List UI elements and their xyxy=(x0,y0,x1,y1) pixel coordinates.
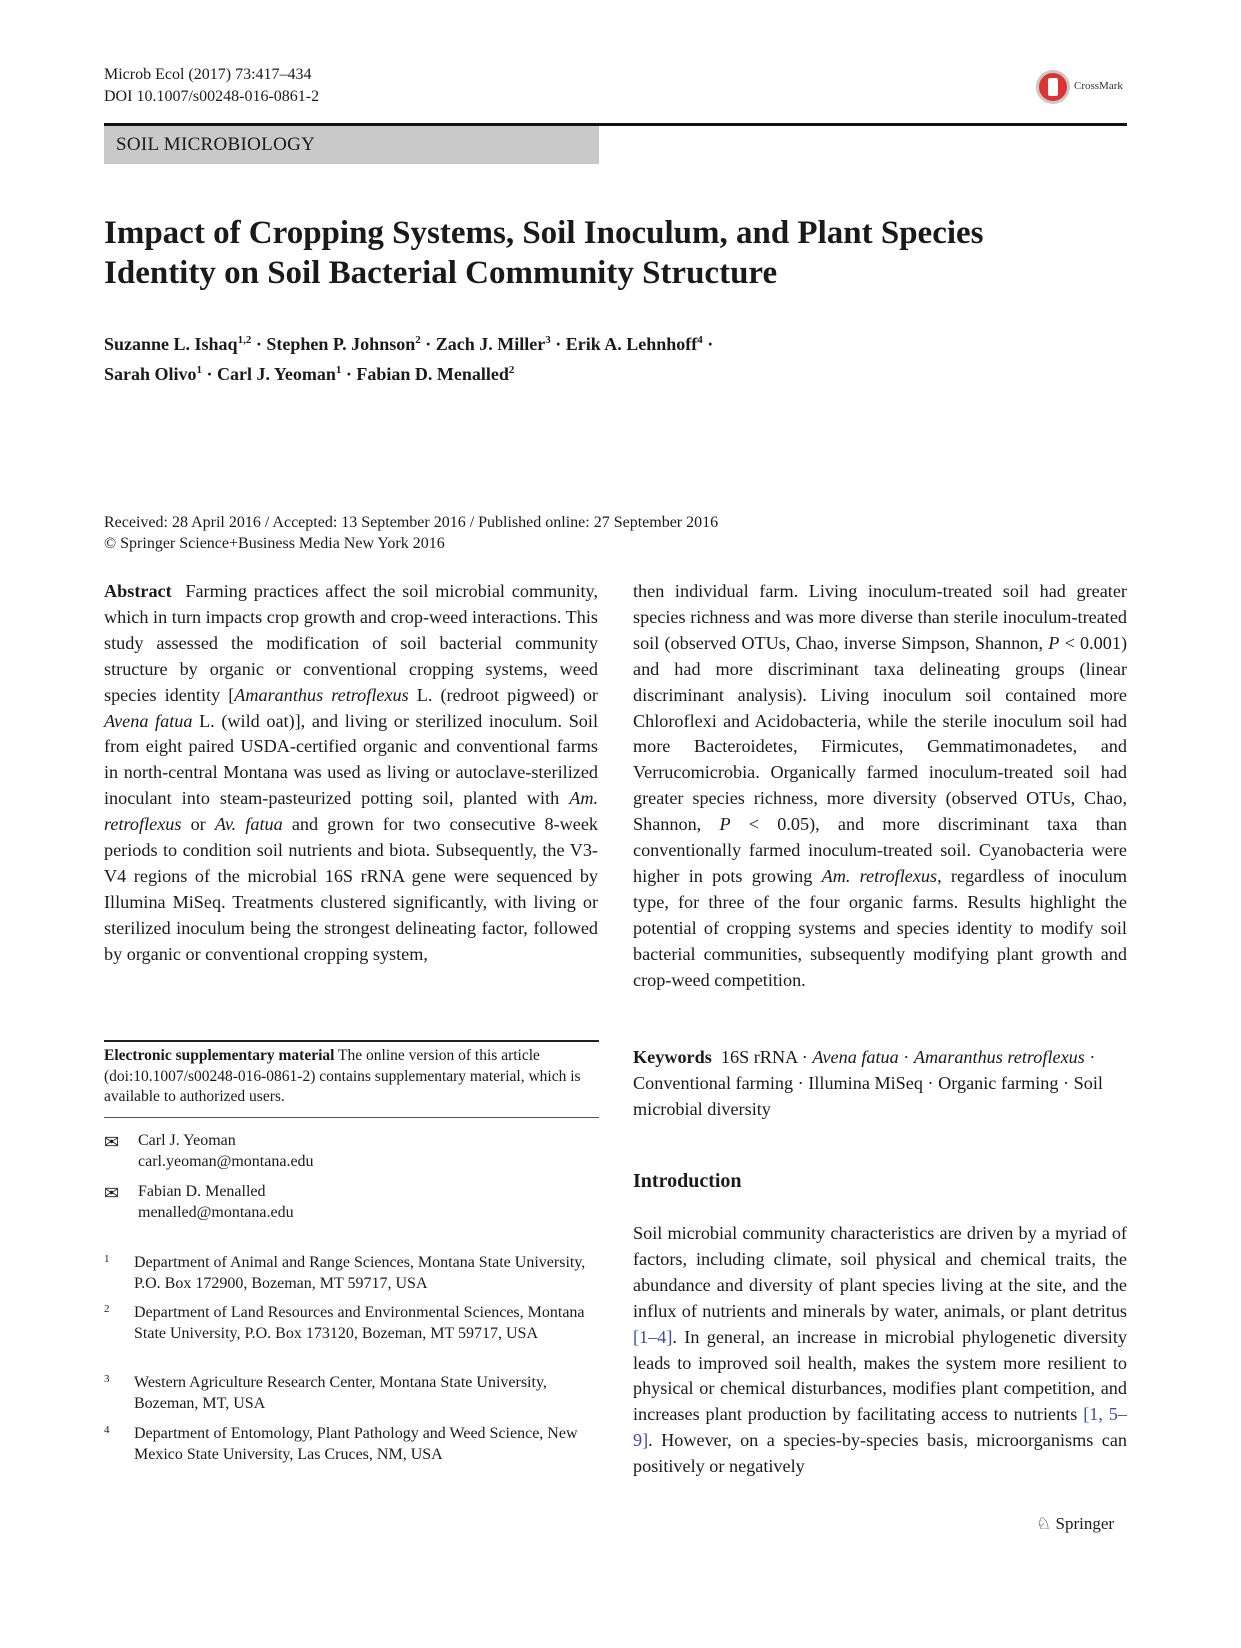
esm-rule-bottom xyxy=(104,1117,599,1118)
author[interactable]: Stephen P. Johnson xyxy=(266,334,416,354)
keywords: Keywords 16S rRNA · Avena fatua · Amaranthus retroflexus · Conventional farming · Illumina MiSeq · Organic farming · Soil microbial diversity xyxy=(633,1047,1103,1119)
envelope-icon: ✉ xyxy=(104,1183,120,1203)
doi: DOI 10.1007/s00248-016-0861-2 xyxy=(104,88,320,105)
article-title: Impact of Cropping Systems, Soil Inoculum, and Plant Species Identity on Soil Bacterial Community Structure xyxy=(104,215,984,291)
affiliation: 3 Western Agriculture Research Center, Montana State University, Bozeman, MT, USA xyxy=(104,1373,547,1412)
citation-link[interactable]: [1, 5–9] xyxy=(633,1404,1127,1451)
springer-horse-icon: ♘ xyxy=(1036,1514,1052,1533)
envelope-icon: ✉ xyxy=(104,1132,120,1152)
publication-dates: Received: 28 April 2016 / Accepted: 13 September 2016 / Published online: 27 September 2016 © Springer Science+Business Media New York 2016 xyxy=(104,514,719,552)
abstract-label: Abstract xyxy=(104,581,172,601)
abstract-left: Abstract Farming practices affect the soil microbial community, which in turn impacts crop growth and crop-weed interactions. This study assessed the modification of soil bacterial community structure by organic or conventional cropping systems, weed species identity [Amaranthus retroflexus L. (redroot pigweed) or Avena fatua L. (wild oat)], and living or sterilized inoculum. Soil from eight paired USDA-certified organic and conventional farms in north-central Montana was used as living or autoclave-sterilized inoculant into steam-pasteurized potting soil, planted with Am. retroflexus or Av. fatua and grown for two consecutive 8-week periods to condition soil nutrients and biota. Subsequently, the V3-V4 regions of the microbial 16S rRNA gene were sequenced by Illumina MiSeq. Treatments clustered significantly, with living or sterilized inoculum being the strongest delineating factor, followed by organic or conventional cropping system, xyxy=(104,581,599,964)
crossmark-icon xyxy=(1036,70,1070,104)
esm-rule xyxy=(104,1040,599,1042)
affiliation: 4 Department of Entomology, Plant Pathology and Weed Science, New Mexico State University, Las Cruces, NM, USA xyxy=(104,1424,578,1463)
corresponding-author: ✉ Fabian D. Menalled menalled@montana.edu xyxy=(104,1183,294,1221)
section-heading: Introduction xyxy=(633,1170,742,1192)
citation-link[interactable]: [1–4] xyxy=(633,1326,673,1347)
section-label: SOIL MICROBIOLOGY xyxy=(104,126,599,164)
journal-citation xyxy=(104,64,319,108)
author[interactable]: Fabian D. Menalled xyxy=(356,364,509,384)
affiliation: 2 Department of Land Resources and Environmental Sciences, Montana State University, P.O. Box 173120, Bozeman, MT 59717, USA xyxy=(104,1303,585,1342)
publisher-logo: ♘ Springer xyxy=(1036,1514,1115,1533)
corresponding-author: ✉ Carl J. Yeoman carl.yeoman@montana.edu xyxy=(104,1132,314,1170)
crossmark-badge[interactable]: CrossMark xyxy=(1036,70,1126,106)
author[interactable]: Erik A. Lehnhoff xyxy=(565,334,698,354)
author-list: Suzanne L. Ishaq$^{1,2}$ · Stephen P. Johnson$^2$ · Zach J. Miller$^3$ · Erik A. Lehnhoff$^4$ · Sarah Olivo$^1$ · Carl J. Yeoman$^1$ · Fabian D. Menalled$^2$ xyxy=(104,334,714,384)
author[interactable]: Carl J. Yeoman xyxy=(217,364,336,384)
author[interactable]: Zach J. Miller xyxy=(435,334,546,354)
email-link[interactable]: menalled@montana.edu xyxy=(138,1204,294,1221)
introduction-text: Soil microbial community characteristics are driven by a myriad of factors, including climate, soil physical and chemical traits, the abundance and diversity of plant species living at the site, and the influx of nutrients and minerals by water, animals, or plant detritus [1–4]. In general, an increase in microbial phylogenetic diversity leads to improved soil health, makes the system more resilient to physical or chemical disturbances, modifies plant competition, and increases plant production by facilitating access to nutrients [1, 5–9]. However, on a species-by-species basis, microorganisms can positively or negatively xyxy=(633,1223,1127,1477)
abstract-right: then individual farm. Living inoculum-treated soil had greater species richness and was more diverse than sterile inoculum-treated soil (observed OTUs, Chao, inverse Simpson, Shannon, P < 0.001) and had more discriminant taxa delineating groups (linear discriminant analysis). Living inoculum soil contained more Chloroflexi and Acidobacteria, while the sterile inoculum soil had more Bacteroidetes, Firmicutes, Gemmatimonadetes, and Verrucomicrobia. Organically farmed inoculum-treated soil had greater species richness, more diversity (observed OTUs, Chao, Shannon, P < 0.05), and more discriminant taxa than conventionally farmed inoculum-treated soil. Cyanobacteria were higher in pots growing Am. retroflexus, regardless of inoculum type, for three of the four organic farms. Results highlight the potential of cropping systems and species identity to modify soil bacterial communities, subsequently modifying plant growth and crop-weed competition. xyxy=(633,581,1128,990)
affiliation: 1 Department of Animal and Range Sciences, Montana State University, P.O. Box 172900, Bozeman, MT 59717, USA xyxy=(104,1253,586,1292)
author[interactable]: Suzanne L. Ishaq xyxy=(104,334,238,354)
supplementary-note: Electronic supplementary material The online version of this article (doi:10.1007/s00248-016-0861-2) contains supplementary material, which is available to authorized users. xyxy=(104,1047,581,1105)
email-link[interactable]: carl.yeoman@montana.edu xyxy=(138,1153,314,1170)
author[interactable]: Sarah Olivo xyxy=(104,364,197,384)
journal-volume: Microb Ecol (2017) 73:417–434 xyxy=(104,66,312,83)
